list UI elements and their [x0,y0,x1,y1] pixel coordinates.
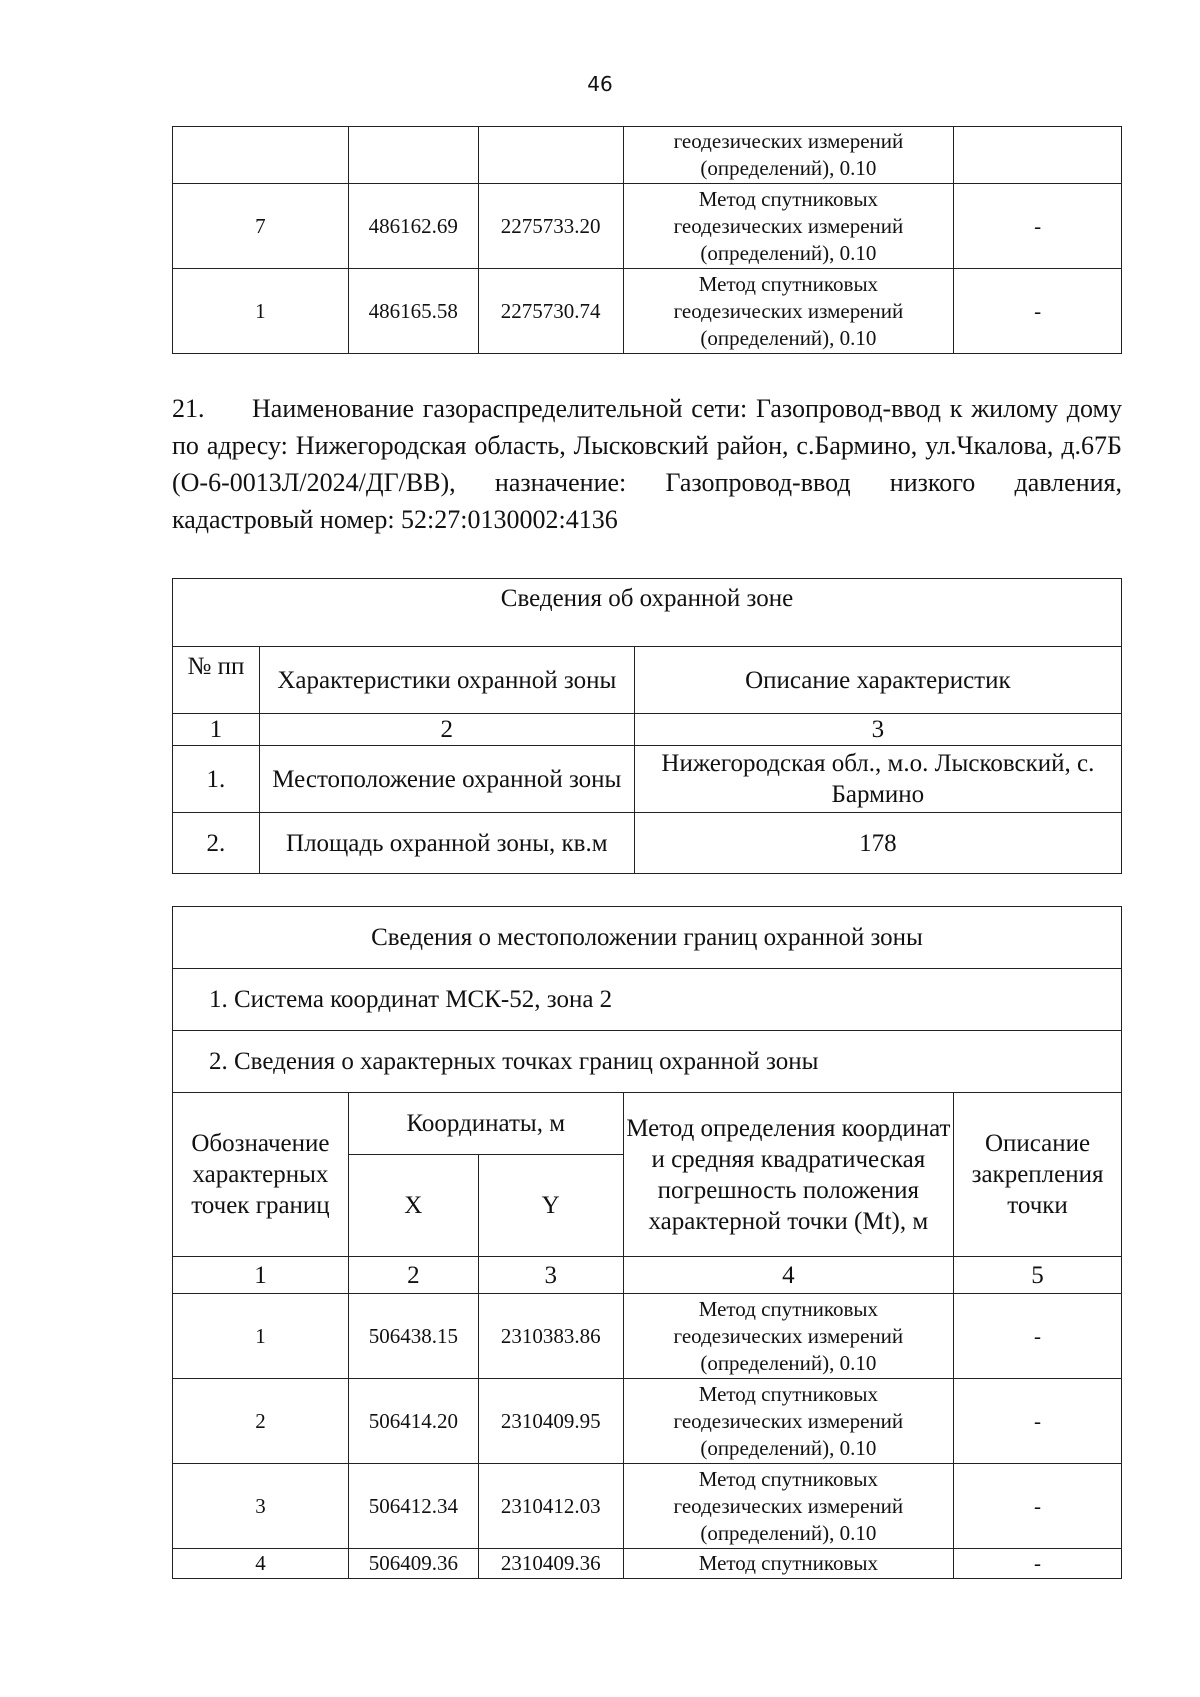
x-cell: 486165.58 [348,269,478,354]
coord-system-row [173,969,1122,1031]
point-cell: 3 [173,1464,349,1549]
method-cell: Метод спутниковых [623,1549,953,1579]
header-coords: Координаты, м [348,1093,623,1155]
table-header-row [173,1093,1122,1155]
row-num: 1. [173,746,260,813]
x-cell: 486162.69 [348,184,478,269]
y-cell: 2310383.86 [478,1294,623,1379]
row-description: Нижегородская обл., м.о. Лысковский, с. Бармино [634,746,1121,813]
header-fixing: Описание закрепления точки [954,1093,1122,1257]
section-number: 21. [172,394,205,423]
desc-cell: - [954,1549,1122,1579]
desc-cell: - [954,269,1122,354]
table-row [173,127,1122,184]
table-row [173,1294,1122,1379]
row-num: 2. [173,813,260,874]
points-title-row [173,1031,1122,1093]
table-row [173,1379,1122,1464]
header-designation: Обозначение характерных точек границ [173,1093,349,1257]
continuation-coordinates-table [172,126,1122,354]
section-paragraph [172,390,1122,538]
desc-cell: - [954,1464,1122,1549]
point-cell: 2 [173,1379,349,1464]
y-cell: 2310412.03 [478,1464,623,1549]
method-cell: геодезических измерений (определений), 0.10 [623,127,954,184]
row-description: 178 [634,813,1121,874]
y-cell: 2275730.74 [478,269,623,354]
point-cell: 1 [173,269,349,354]
desc-cell: - [954,1379,1122,1464]
column-number-row: 1 2 3 [173,714,1122,746]
table-row [173,813,1122,874]
method-cell: Метод спутниковых геодезических измерений (определений), 0.10 [623,1294,953,1379]
table-header-row [173,647,1122,714]
table-row [173,1549,1122,1579]
x-cell: 506414.20 [348,1379,478,1464]
boundary-points-table [172,906,1122,1579]
x-cell: 506409.36 [348,1549,478,1579]
header-characteristic: Характеристики охранной зоны [259,647,634,714]
y-cell: 2310409.95 [478,1379,623,1464]
zone-info-table [172,578,1122,874]
y-cell [478,127,623,184]
x-cell: 506438.15 [348,1294,478,1379]
table-row [173,1464,1122,1549]
header-num: № пп [173,647,260,714]
x-cell [348,127,478,184]
zone-table-title: Сведения об охранной зоне [173,579,1122,647]
y-cell: 2310409.36 [478,1549,623,1579]
points-title: 2. Сведения о характерных точках границ охранной зоны [173,1031,1122,1093]
method-cell: Метод спутниковых геодезических измерений (определений), 0.10 [623,1464,953,1549]
header-x: X [348,1155,478,1257]
method-cell: Метод спутниковых геодезических измерений (определений), 0.10 [623,269,954,354]
row-characteristic: Местоположение охранной зоны [259,746,634,813]
table-row [173,269,1122,354]
point-cell [173,127,349,184]
point-cell: 7 [173,184,349,269]
point-cell: 1 [173,1294,349,1379]
table-title-row [173,907,1122,969]
desc-cell: - [954,1294,1122,1379]
page-number: 46 [587,72,613,96]
section-text: Наименование газораспределительной сети: Газопровод-ввод к жилому дому по адресу: Нижегородская область, Лысковский район, с.Бармино, ул.Чкалова, д.67Б (О-6-0013Л/2024/ДГ/ВВ), назначение: Газопровод-ввод низкого давления, кадастровый номер: 52:27:0130002:4136 [172,394,1122,534]
header-method: Метод определения координат и средняя квадратическая погрешность положения характерной точки (Mt), м [623,1093,953,1257]
table-title-row [173,579,1122,647]
column-number-row: 1 2 3 4 5 [173,1257,1122,1294]
bounds-table-title: Сведения о местоположении границ охранной зоны [173,907,1122,969]
row-characteristic: Площадь охранной зоны, кв.м [259,813,634,874]
header-y: Y [478,1155,623,1257]
coord-system: 1. Система координат МСК-52, зона 2 [173,969,1122,1031]
y-cell: 2275733.20 [478,184,623,269]
table-row [173,746,1122,813]
x-cell: 506412.34 [348,1464,478,1549]
method-cell: Метод спутниковых геодезических измерений (определений), 0.10 [623,184,954,269]
method-cell: Метод спутниковых геодезических измерений (определений), 0.10 [623,1379,953,1464]
point-cell: 4 [173,1549,349,1579]
desc-cell [954,127,1122,184]
table-row [173,184,1122,269]
desc-cell: - [954,184,1122,269]
header-description: Описание характеристик [634,647,1121,714]
